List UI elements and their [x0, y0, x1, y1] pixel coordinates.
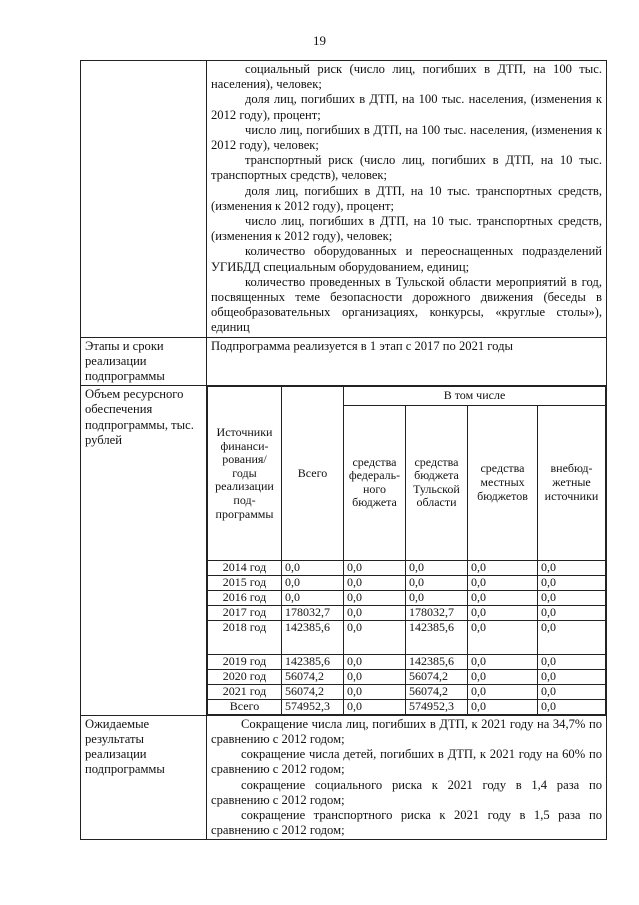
financing-cell-local: 0,0 — [468, 684, 538, 699]
financing-table-row — [208, 620, 606, 654]
indicators-label-cell — [81, 61, 207, 338]
financing-rows — [208, 560, 606, 714]
financing-cell — [207, 386, 607, 716]
financing-cell-extra: 0,0 — [538, 684, 606, 699]
financing-cell-total: 178032,7 — [282, 605, 344, 620]
financing-cell-federal: 0,0 — [344, 684, 406, 699]
financing-cell-extra: 0,0 — [538, 699, 606, 714]
passport-table — [80, 60, 607, 840]
financing-cell-local: 0,0 — [468, 654, 538, 669]
financing-table-row — [208, 575, 606, 590]
financing-table-row — [208, 654, 606, 669]
financing-cell-federal: 0,0 — [344, 605, 406, 620]
indicators-row — [81, 61, 607, 338]
financing-cell-local: 0,0 — [468, 590, 538, 605]
financing-cell-regional: 574952,3 — [406, 699, 468, 714]
financing-cell-extra: 0,0 — [538, 669, 606, 684]
financing-cell-federal: 0,0 — [344, 575, 406, 590]
result-item: сокращение транспортного риска к 2021 году в 1,5 раза по сравнению с 2012 годом; — [211, 808, 602, 838]
financing-cell-year: 2019 год — [208, 654, 282, 669]
financing-cell-extra: 0,0 — [538, 560, 606, 575]
financing-table-row — [208, 590, 606, 605]
results-row — [81, 715, 607, 840]
indicator-item: доля лиц, погибших в ДТП, на 100 тыс. населения, (изменения к 2012 году), процент; — [211, 92, 602, 122]
indicator-item: количество проведенных в Тульской области мероприятий в год, посвященных теме безопасности дорожного движения (беседы в общеобразовательных организациях, конкурсы, «круглые столы»), единиц — [211, 274, 602, 335]
financing-cell-extra: 0,0 — [538, 575, 606, 590]
result-item: сокращение числа детей, погибших в ДТП, к 2021 году на 60% по сравнению с 2012 годом; — [211, 747, 602, 777]
financing-cell-regional: 142385,6 — [406, 654, 468, 669]
results-label: Ожидаемые результаты реализации подпрограммы — [81, 715, 207, 840]
financing-cell-year: 2017 год — [208, 605, 282, 620]
financing-cell-year: 2014 год — [208, 560, 282, 575]
financing-cell-total: 0,0 — [282, 590, 344, 605]
financing-cell-total: 142385,6 — [282, 654, 344, 669]
financing-cell-total: 142385,6 — [282, 620, 344, 654]
financing-cell-regional: 0,0 — [406, 560, 468, 575]
financing-cell-regional: 178032,7 — [406, 605, 468, 620]
indicator-item: транспортный риск (число лиц, погибших в ДТП, на 10 тыс. транспортных средств), человек; — [211, 153, 602, 183]
header-local: средства местных бюджетов — [468, 405, 538, 560]
indicator-item: количество оборудованных и переоснащенных подразделений УГИБДД специальным оборудованием, единиц; — [211, 244, 602, 274]
financing-cell-local: 0,0 — [468, 669, 538, 684]
financing-cell-year: 2021 год — [208, 684, 282, 699]
financing-cell-federal: 0,0 — [344, 590, 406, 605]
page-number: 19 — [313, 33, 326, 48]
financing-table-row — [208, 560, 606, 575]
financing-cell-year: 2015 год — [208, 575, 282, 590]
financing-cell-year: 2018 год — [208, 620, 282, 654]
financing-cell-regional: 0,0 — [406, 575, 468, 590]
financing-cell-federal: 0,0 — [344, 669, 406, 684]
financing-cell-local: 0,0 — [468, 605, 538, 620]
results-cell — [207, 715, 607, 840]
financing-cell-extra: 0,0 — [538, 605, 606, 620]
financing-cell-regional: 142385,6 — [406, 620, 468, 654]
financing-row — [81, 386, 607, 716]
header-federal: средства федераль-ного бюджета — [344, 405, 406, 560]
stages-label: Этапы и сроки реализации подпрограммы — [81, 337, 207, 386]
financing-cell-local: 0,0 — [468, 560, 538, 575]
result-item: Сокращение числа лиц, погибших в ДТП, к 2021 году на 34,7% по сравнению с 2012 годом; — [211, 716, 602, 747]
financing-cell-extra: 0,0 — [538, 620, 606, 654]
header-including: В том числе — [344, 387, 606, 406]
financing-cell-federal: 0,0 — [344, 620, 406, 654]
indicators-cell — [207, 61, 607, 338]
stages-text: Подпрограмма реализуется в 1 этап с 2017 по 2021 годы — [207, 337, 607, 386]
header-source: Источники финанси-рования/ годы реализации под-программы — [208, 387, 282, 561]
financing-cell-local: 0,0 — [468, 575, 538, 590]
financing-cell-total: 56074,2 — [282, 684, 344, 699]
stages-row — [81, 337, 607, 386]
financing-table-row — [208, 605, 606, 620]
indicator-item: социальный риск (число лиц, погибших в ДТП, на 100 тыс. населения), человек; — [211, 62, 602, 92]
financing-cell-total: 56074,2 — [282, 669, 344, 684]
financing-label: Объем ресурсного обеспечения подпрограммы, тыс. рублей — [81, 386, 207, 716]
financing-cell-federal: 0,0 — [344, 560, 406, 575]
financing-table-row — [208, 669, 606, 684]
financing-cell-regional: 0,0 — [406, 590, 468, 605]
financing-cell-local: 0,0 — [468, 699, 538, 714]
indicator-item: доля лиц, погибших в ДТП, на 10 тыс. транспортных средств, (изменения к 2012 году), процент; — [211, 183, 602, 213]
financing-cell-extra: 0,0 — [538, 654, 606, 669]
financing-cell-year: 2020 год — [208, 669, 282, 684]
header-extra: внебюд-жетные источники — [538, 405, 606, 560]
financing-cell-federal: 0,0 — [344, 699, 406, 714]
financing-cell-total: 574952,3 — [282, 699, 344, 714]
indicator-item: число лиц, погибших в ДТП, на 10 тыс. транспортных средств, (изменения к 2012 году), человек; — [211, 214, 602, 244]
financing-table-row — [208, 684, 606, 699]
financing-cell-total: 0,0 — [282, 575, 344, 590]
financing-cell-regional: 56074,2 — [406, 669, 468, 684]
indicator-item: число лиц, погибших в ДТП, на 100 тыс. населения, (изменения к 2012 году), человек; — [211, 122, 602, 153]
financing-cell-total: 0,0 — [282, 560, 344, 575]
financing-cell-extra: 0,0 — [538, 590, 606, 605]
financing-cell-federal: 0,0 — [344, 654, 406, 669]
financing-table-row — [208, 699, 606, 714]
financing-cell-local: 0,0 — [468, 620, 538, 654]
header-total: Всего — [282, 387, 344, 561]
financing-cell-year: Всего — [208, 699, 282, 714]
result-item: сокращение социального риска к 2021 году в 1,4 раза по сравнению с 2012 годом; — [211, 777, 602, 807]
financing-table — [207, 386, 606, 715]
financing-cell-regional: 56074,2 — [406, 684, 468, 699]
financing-cell-year: 2016 год — [208, 590, 282, 605]
header-regional: средства бюджета Тульской области — [406, 405, 468, 560]
